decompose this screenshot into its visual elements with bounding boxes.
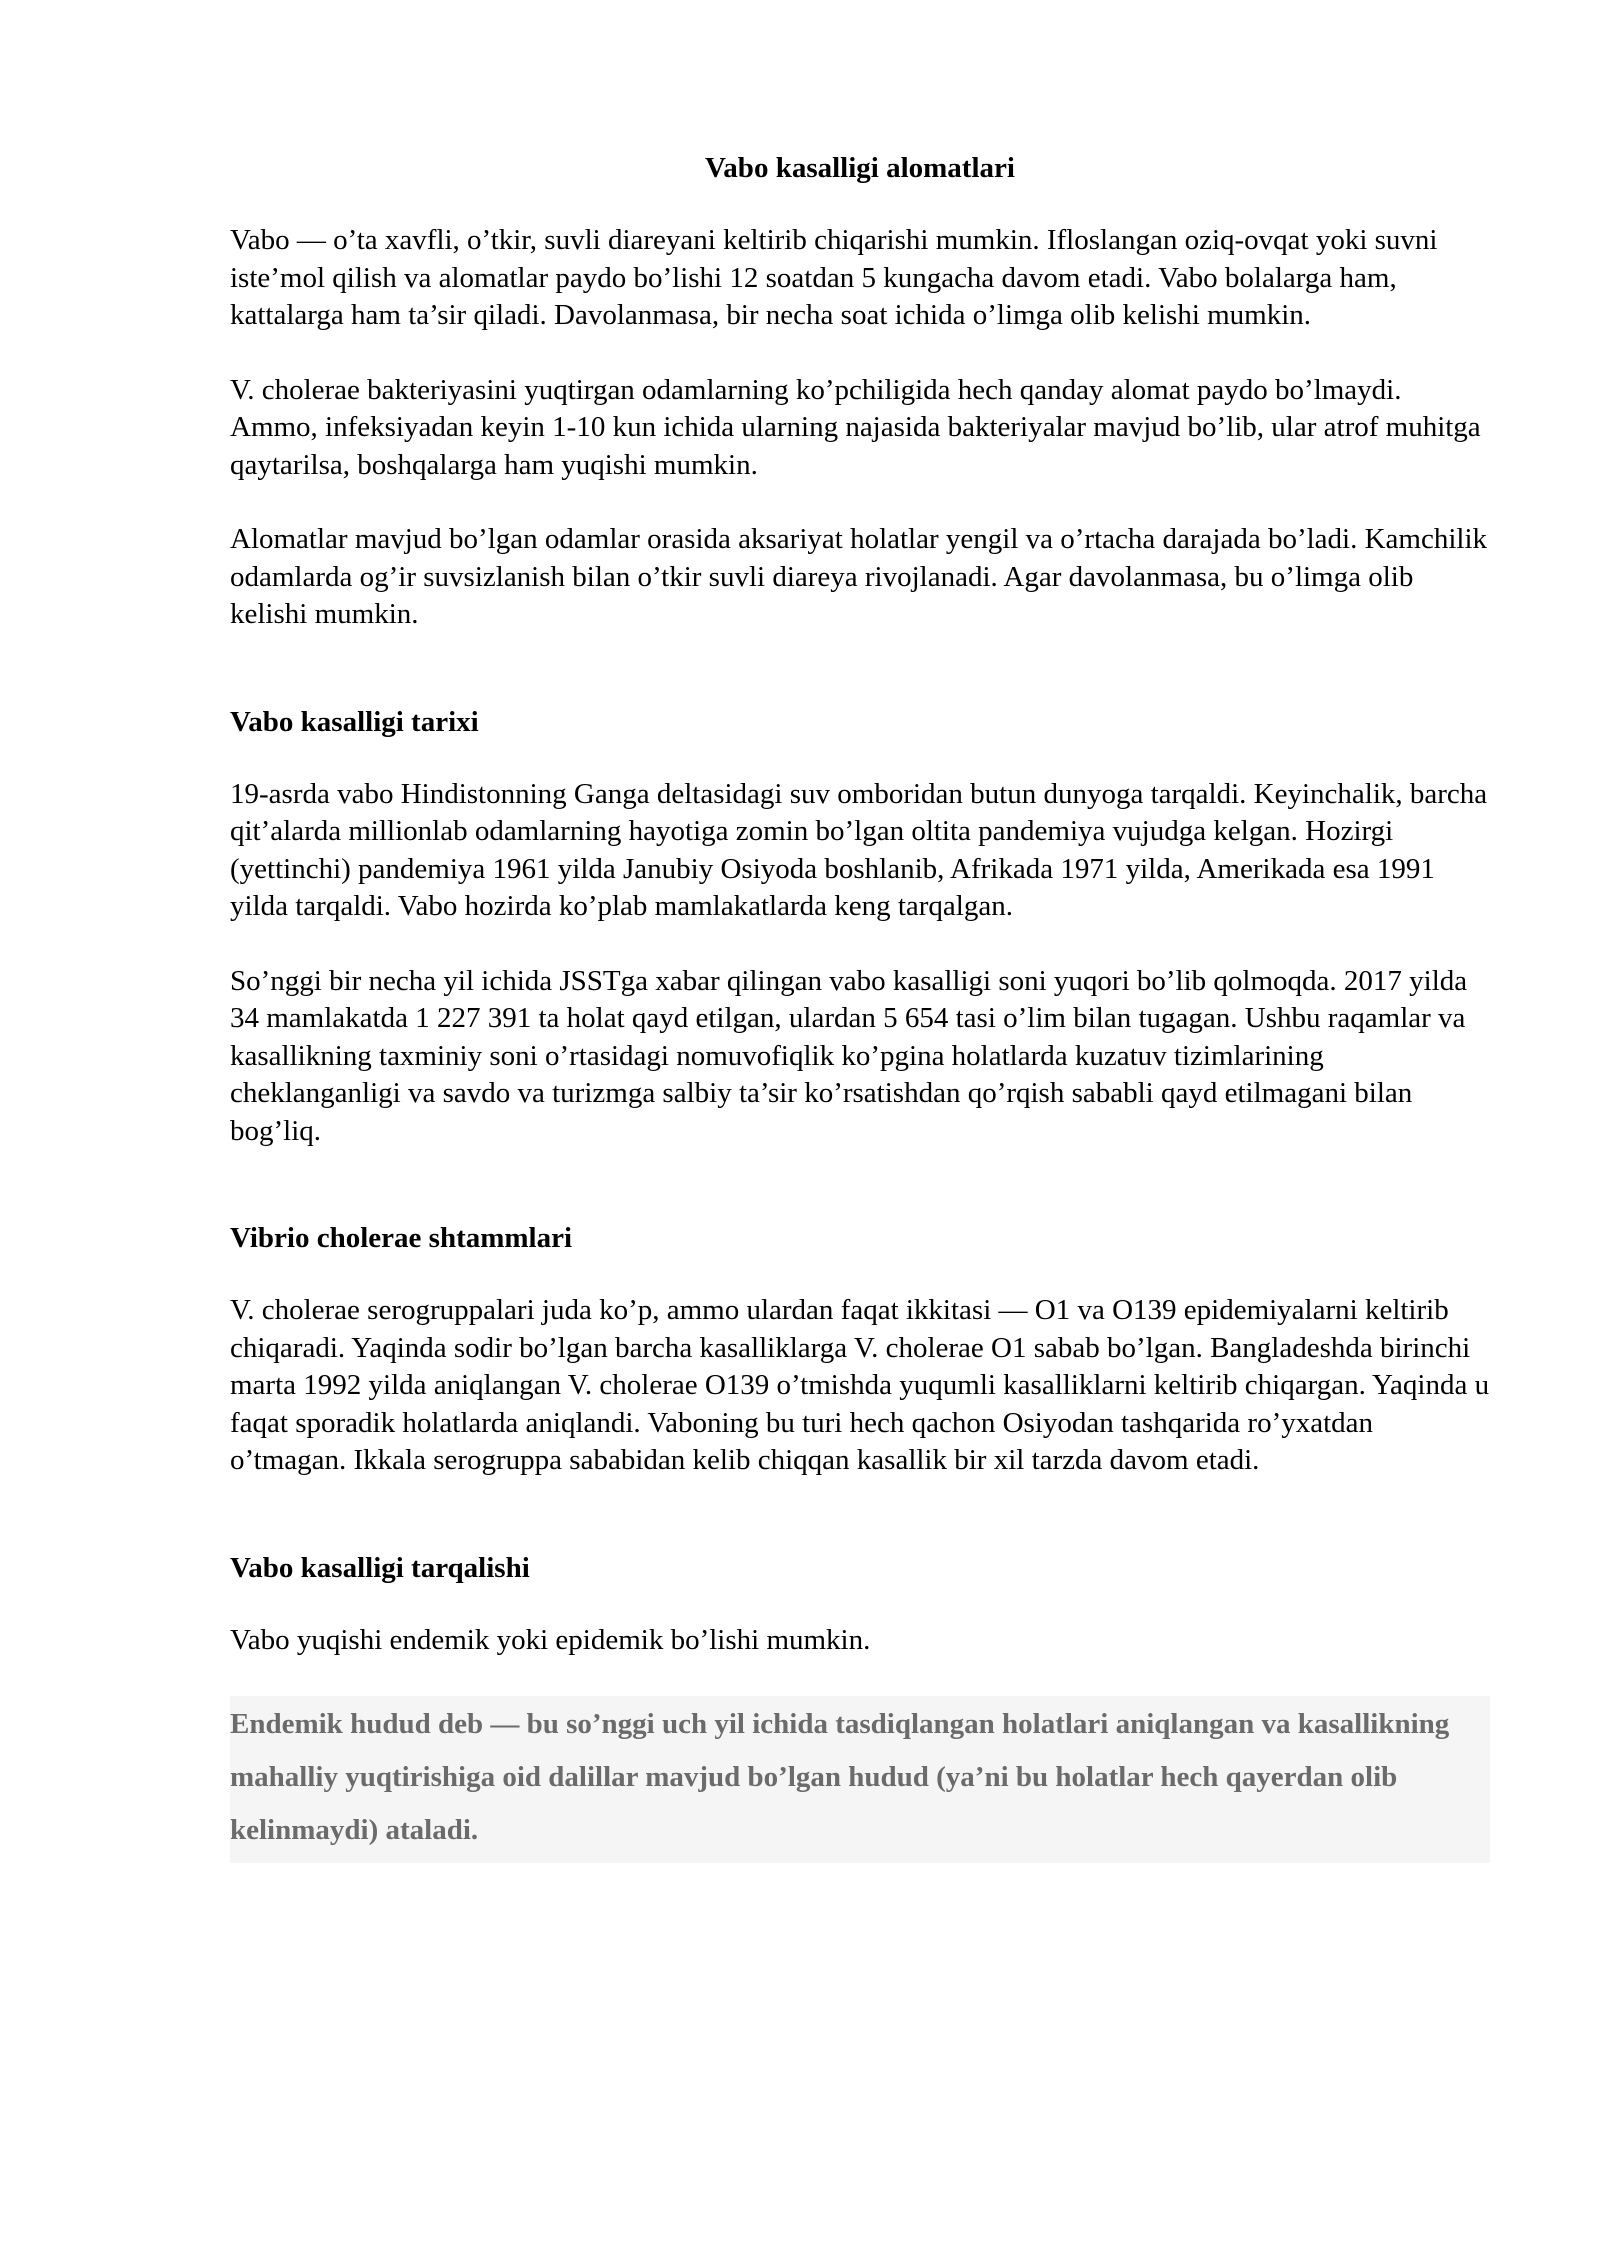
- document-page: [230, 148, 1490, 1863]
- intro-paragraph-3: Alomatlar mavjud bo’lgan odamlar orasida aksariyat holatlar yengil va o’rtacha darajada bo’ladi. Kamchilik odamlarda og’ir suvsizlanish bilan o’tkir suvli diareya rivojlanadi. Agar davolanmasa, bu o’limga olib kelishi mumkin.: [230, 523, 1487, 630]
- strains-paragraph-1: V. cholerae serogruppalari juda ko’p, ammo ulardan faqat ikkitasi — O1 va O139 epidemiyalarni keltirib chiqaradi. Yaqinda sodir bo’lgan barcha kasalliklarga V. cholerae O1 sabab bo’lgan. Bangladeshda birinchi marta 1992 yilda aniqlangan V. cholerae O139 o’tmishda yuqumli kasalliklarni keltirib chiqargan. Yaqinda u faqat sporadik holatlarda aniqlandi. Vaboning bu turi hech qachon Osiyodan tashqarida ro’yxatdan o’tmagan. Ikkala serogruppa sababidan kelib chiqqan kasallik bir xil tarzda davom etadi.: [230, 1294, 1490, 1476]
- section-heading-strains: Vibrio cholerae shtammlari: [230, 1222, 573, 1254]
- spread-paragraph-1: Vabo yuqishi endemik yoki epidemik bo’lishi mumkin.: [230, 1623, 871, 1656]
- endemic-definition-note: Endemik hudud deb — bu so’nggi uch yil ichida tasdiqlangan holatlari aniqlangan va kasallikning mahalliy yuqtirishiga oid dalillar mavjud bo’lgan hudud (ya’ni bu holatlar hech qayerdan olib kelinmaydi) ataladi.: [230, 1696, 1490, 1863]
- intro-paragraph-1: Vabo — o’ta xavfli, o’tkir, suvli diareyani keltirib chiqarishi mumkin. Ifloslangan oziq-ovqat yoki suvni iste’mol qilish va alomatlar paydo bo’lishi 12 soatdan 5 kungacha davom etadi. Vabo bolalarga ham, kattalarga ham ta’sir qiladi. Davolanmasa, bir necha soat ichida o’limga olib kelishi mumkin.: [230, 224, 1438, 331]
- intro-paragraph-2: V. cholerae bakteriyasini yuqtirgan odamlarning ko’pchiligida hech qanday alomat paydo bo’lmaydi. Ammo, infeksiyadan keyin 1-10 kun ichida ularning najasida bakteriyalar mavjud bo’lib, ular atrof muhitga qaytarilsa, boshqalarga ham yuqishi mumkin.: [230, 373, 1481, 481]
- section-heading-history: Vabo kasalligi tarixi: [230, 705, 479, 738]
- document-title: Vabo kasalligi alomatlari: [705, 152, 1015, 184]
- history-paragraph-2: So’nggi bir necha yil ichida JSSTga xabar qilingan vabo kasalligi soni yuqori bo’lib qolmoqda. 2017 yilda 34 mamlakatda 1 227 391 ta holat qayd etilgan, ulardan 5 654 tasi o’lim bilan tugagan. Ushbu raqamlar va kasallikning taxminiy soni o’rtasidagi nomuvofiqlik ko’pgina holatlarda kuzatuv tizimlarining cheklanganligi va savdo va turizmga salbiy ta’sir ko’rsatishdan qo’rqish sababli qayd etilmagani bilan bog’liq.: [230, 964, 1468, 1147]
- history-paragraph-1: 19-asrda vabo Hindistonning Ganga deltasidagi suv omboridan butun dunyoga tarqaldi. Keyinchalik, barcha qit’alarda millionlab odamlarning hayotiga zomin bo’lgan oltita pandemiya vujudga kelgan. Hozirgi (yettinchi) pandemiya 1961 yilda Janubiy Osiyoda boshlanib, Afrikada 1971 yilda, Amerikada esa 1991 yilda tarqaldi. Vabo hozirda ko’plab mamlakatlarda keng tarqalgan.: [230, 777, 1488, 922]
- section-heading-spread: Vabo kasalligi tarqalishi: [230, 1551, 530, 1584]
